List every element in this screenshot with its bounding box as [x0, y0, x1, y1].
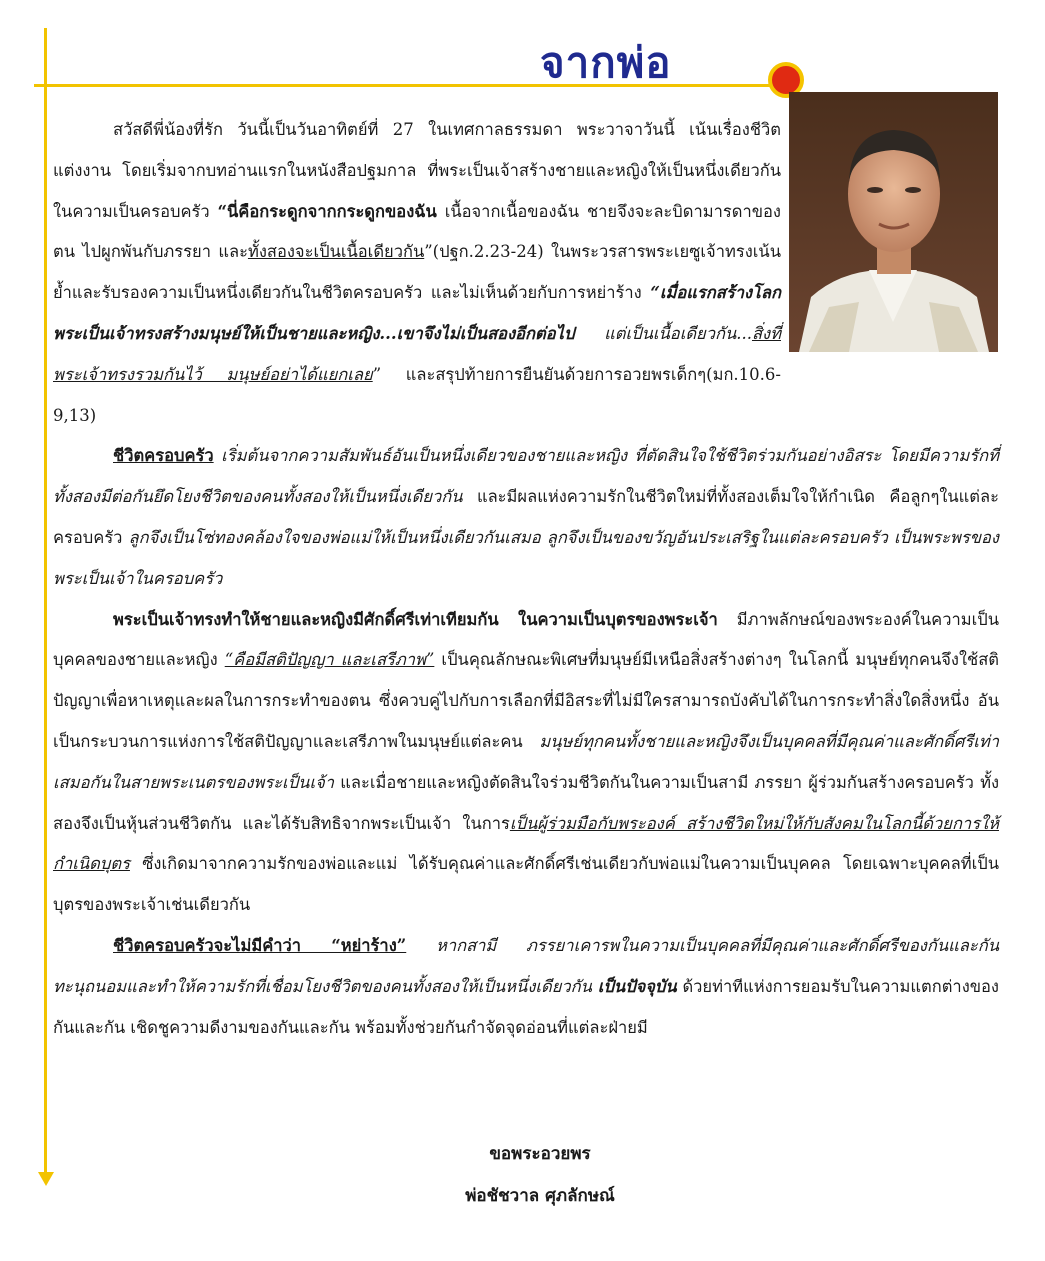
quote-italic: แต่เป็นเนื้อเดียวกัน... [574, 323, 752, 343]
text-span: และมีผลแห่งความรักในชีวิตใหม่ที่ทั้งสองเต็มใจให้กำเนิด คือลูกๆในแต่ละครอบครัว [53, 487, 999, 547]
blessing-line: ขอพระอวยพร [489, 1144, 591, 1164]
quote-underlined-italic: เป็นผู้ร่วมมือกับพระองค์ สร้างชีวิตใหม่ให้กับสังคมในโลกนี้ด้วยการให้กำเนิดบุตร [53, 813, 999, 874]
text-span: และเมื่อชายและหญิงตัดสินใจร่วมชีวิตกันในความเป็นสามี ภรรยา ผู้ร่วมกันสร้างครอบครัว ทั้งสองจึงเป็นหุ้นส่วนชีวิตกัน และได้รับสิทธิจากพระเป็นเจ้า ในการ [53, 772, 999, 833]
text-span: ”(ปฐก.2.23-24) ในพระวรสารพระเยซูเจ้าทรงเน้นย้ำและรับรองความเป็นหนึ่งเดียวกันในชีวิตครอบครัว และไม่เห็นด้วยกับการหย่าร้าง [53, 242, 781, 303]
text-span: ซึ่งเกิดมาจากความรักของพ่อและแม่ ได้รับคุณค่าและศักดิ์ศรีเช่นเดียวกับพ่อแม่ในความเป็นบุคคล โดยเฉพาะบุคคลที่เป็นบุตรของพระเจ้าเช่นเดียวกัน [53, 854, 999, 915]
quote-underlined-italic: “คือมีสติปัญญา และเสรีภาพ” [224, 650, 435, 670]
quote-bold: “นี่คือกระดูกจากกระดูกของฉัน [217, 201, 437, 221]
text-italic: ลูกจึงเป็นโซ่ทองคล้องใจของพ่อแม่ให้เป็นหนึ่งเดียวกันเสมอ ลูกจึงเป็นของขวัญอันประเสริฐในแต่ละครอบครัว เป็นพระพรของพระเป็นเจ้าในครอบครัว [53, 527, 999, 588]
heading-inline: พระเป็นเจ้าทรงทำให้ชายและหญิงมีศักดิ์ศรีเท่าเทียมกัน ในความเป็นบุตรของพระเจ้า [113, 609, 718, 629]
text-italic: มนุษย์ทุกคนทั้งชายและหญิงจึงเป็นบุคคลที่มีคุณค่าและศักดิ์ศรีเท่าเสมอกันในสายพระเนตรของพระเป็นเจ้า [53, 731, 999, 792]
paragraph-no-divorce [53, 926, 999, 1048]
quote-bold-italic: “เมื่อแรกสร้างโลก พระเป็นเจ้าทรงสร้างมนุษย์ให้เป็นชายและหญิง...เขาจึงไม่เป็นสองอีกต่อไป [53, 283, 781, 343]
text-italic: หากสามี ภรรยาเคารพในความเป็นบุคคลที่มีคุณค่าและศักดิ์ศรีของกันและกัน ทะนุถนอมและทำให้ความรักที่เชื่อมโยงชีวิตของคนทั้งสองให้เป็นหนึ่งเดียวกัน [53, 935, 999, 996]
quote-underlined: ทั้งสองจะเป็นเนื้อเดียวกัน [247, 242, 425, 262]
text-span: ด้วยท่าทีแห่งการยอมรับในความแตกต่างของกันและกัน เชิดชูความดีงามของกันและกัน พร้อมทั้งช่วยกันกำจัดจุดอ่อนที่แต่ละฝ่ายมี [53, 976, 999, 1037]
text-italic: เริ่มต้นจากความสัมพันธ์อันเป็นหนึ่งเดียวของชายและหญิง ที่ตัดสินใจใช้ชีวิตร่วมกันอย่างอิสระ โดยมีความรักที่ทั้งสองมีต่อกันยึดโยงชีวิตของคนทั้งสองให้เป็นหนึ่งเดียวกัน [53, 446, 999, 507]
paragraph-intro [53, 110, 781, 436]
text-span: เนื้อจากเนื้อของฉัน ชายจึงจะละบิดามารดาของตน ไปผูกพันกับภรรยา และ [53, 201, 781, 262]
page-title: จากพ่อ [540, 38, 672, 87]
quote-underlined-italic: สิ่งที่พระเจ้าทรงรวมกันไว้ มนุษย์อย่าได้แยกเลย [53, 323, 781, 384]
letter-body [53, 110, 999, 1048]
text-bold-italic: เป็นปัจจุบัน [597, 976, 677, 996]
text-span: ” และสรุปท้ายการยืนยันด้วยการอวยพรเด็กๆ(มก.10.6-9,13) [53, 364, 781, 425]
signature-name: พ่อชัชวาล ศุภลักษณ์ [465, 1186, 615, 1206]
text-span: เป็นคุณลักษณะพิเศษที่มนุษย์มีเหนือสิ่งสร้างต่างๆ ในโลกนี้ มนุษย์ทุกคนจึงใช้สติปัญญาเพื่อหาเหตุและผลในการกระทำของตน ซึ่งควบคู่ไปกับการเลือกที่มีอิสระที่ไม่มีใครสามารถบังคับได้ในการกระทำสิ่งใดสิ่งหนึ่ง อันเป็นกระบวนการแห่งการใช้สติปัญญาและเสรีภาพในมนุษย์แต่ละคน [53, 650, 1000, 751]
heading-inline: ชีวิตครอบครัวจะไม่มีคำว่า “หย่าร้าง” [113, 935, 407, 955]
vertical-accent-line [44, 28, 47, 1178]
text-span: มีภาพลักษณ์ของพระองค์ในความเป็นบุคคลของชายและหญิง [53, 609, 1000, 670]
paragraph-family-life [53, 436, 999, 599]
text-span: สวัสดีพี่น้องที่รัก วันนี้เป็นวันอาทิตย์ที่ 27 ในเทศกาลธรรมดา พระวาจาวันนี้ เน้นเรื่องชีวิตแต่งงาน โดยเริ่มจากบทอ่านแรกในหนังสือปฐมกาล ที่พระเป็นเจ้าสร้างชายและหญิงให้เป็นหนึ่งเดียวกันในความเป็นครอบครัว [53, 120, 781, 221]
heading-inline: ชีวิตครอบครัว [113, 446, 214, 466]
paragraph-dignity [53, 600, 999, 926]
